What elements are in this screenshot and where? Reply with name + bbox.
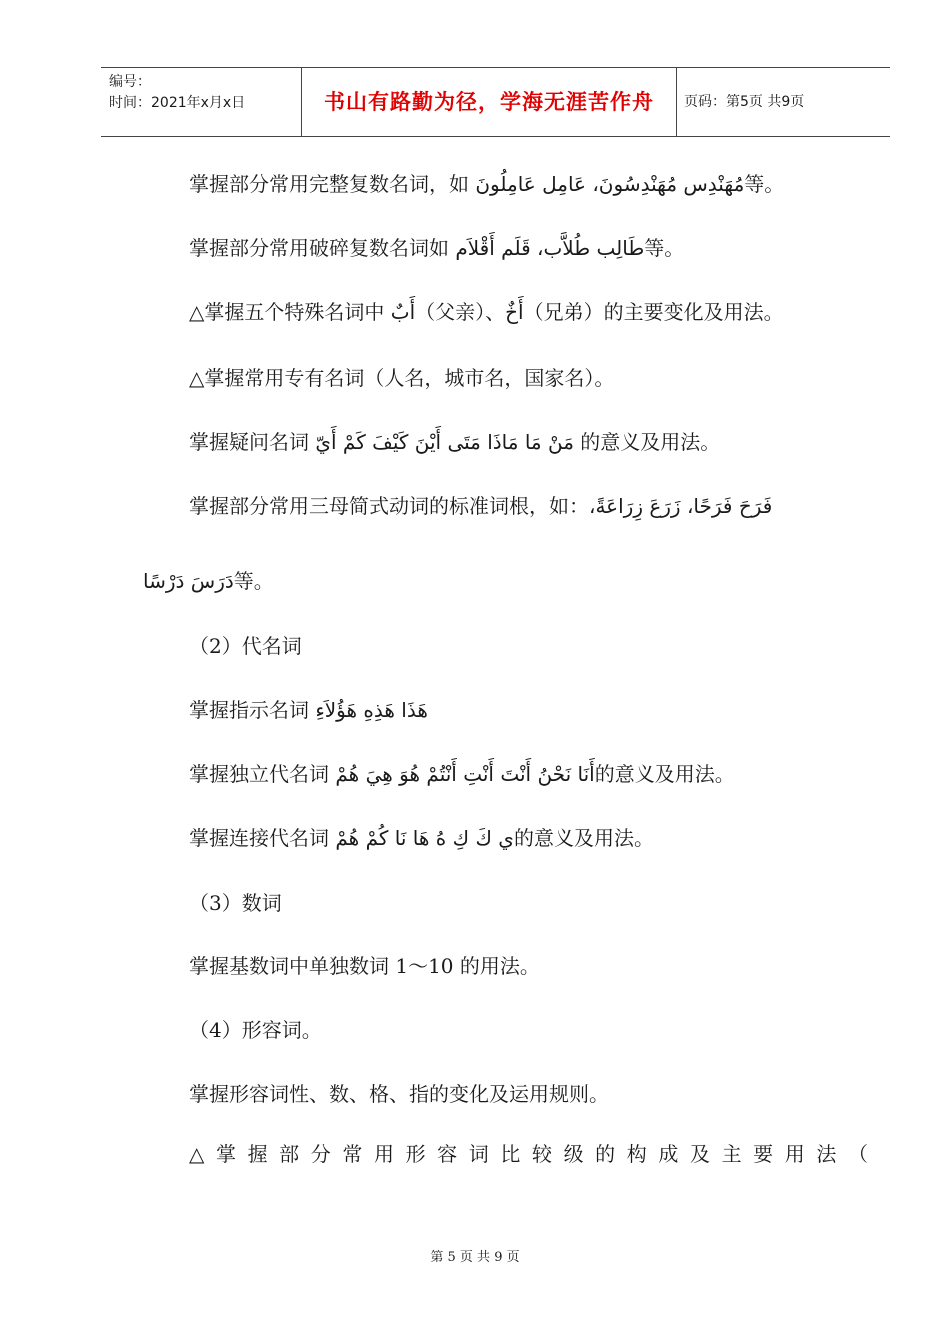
- arabic-text: مَنْ مَا مَاذَا مَتَى أَيْنَ كَيْفَ كَمْ أَيّ: [315, 430, 574, 454]
- arabic-text: فَرَحَ فَرَحًا، زَرَعَ زِرَاعَةً،: [589, 494, 773, 518]
- body-line: [189, 170, 784, 198]
- line-text: 等。: [644, 236, 685, 260]
- page-header: [101, 67, 890, 137]
- arabic-text: طَالِب طُلاَّب، قَلَم أَقْلاَم: [455, 236, 645, 260]
- arabic-text: مُهَنْدِس مُهَنْدِسُونَ، عَامِل عَامِلُونَ: [475, 172, 745, 196]
- body-line: [189, 1080, 609, 1108]
- body-line: [189, 952, 540, 980]
- body-line: [189, 298, 784, 326]
- arabic-text: أَبٌ: [390, 300, 416, 324]
- line-text: 等。: [233, 569, 274, 593]
- line-text: 掌握部分常用三母简式动词的标准词根，如：: [189, 494, 589, 518]
- header-meta: [109, 72, 299, 114]
- line-text: △掌握部分常用形容词比较级的构成及主要用法（: [189, 1142, 880, 1166]
- line-text: 的意义及用法。: [573, 430, 721, 454]
- line-text: 掌握基数词中单独数词 1～10 的用法。: [189, 954, 540, 978]
- number-label: 编号：: [109, 74, 151, 90]
- line-text: （父亲）、: [415, 300, 506, 324]
- line-text: （3）数词: [189, 891, 282, 915]
- header-page-info: 页码：第5页 共9页: [684, 94, 805, 110]
- line-text: 掌握连接代名词: [189, 826, 336, 850]
- line-text: 掌握独立代名词: [189, 762, 336, 786]
- line-text: （4）形容词。: [189, 1018, 322, 1042]
- line-text: 掌握部分常用破碎复数名词如: [189, 236, 456, 260]
- arabic-text: ي كَ كِ هُ هَا نَا كُمْ هُمْ: [335, 826, 514, 850]
- line-text: （2）代名词: [189, 634, 302, 658]
- line-text: 等。: [744, 172, 785, 196]
- section-heading: [189, 889, 282, 917]
- body-line: [189, 1140, 880, 1168]
- line-text: 掌握部分常用完整复数名词，如: [189, 172, 476, 196]
- section-heading: [189, 1016, 322, 1044]
- section-heading: [189, 632, 302, 660]
- line-text: 的意义及用法。: [513, 826, 654, 850]
- arabic-text: هَذَا هَذِهِ هَؤُلاَءِ: [315, 698, 428, 722]
- arabic-text: أَنَا نَحْنُ أَنْتَ أَنْتِ أَنْتُمْ هُوَ هِيَ هُمْ: [335, 762, 595, 786]
- arabic-text: دَرَسَ دَرْسًا: [143, 569, 234, 593]
- body-line: [189, 760, 735, 788]
- body-line: [189, 824, 654, 852]
- line-text: △掌握常用专有名词（人名，城市名，国家名）。: [189, 366, 615, 390]
- date-label: 时间：2021年x月x日: [109, 95, 246, 111]
- page-footer: 第 5 页 共 9 页: [430, 1250, 520, 1265]
- line-text: 的意义及用法。: [594, 762, 735, 786]
- line-text: （兄弟）的主要变化及用法。: [523, 300, 784, 324]
- line-text: 掌握形容词性、数、格、指的变化及运用规则。: [189, 1082, 609, 1106]
- body-line: [189, 696, 428, 724]
- body-line: [189, 492, 772, 520]
- body-line: [143, 567, 274, 595]
- line-text: 掌握疑问名词: [189, 430, 316, 454]
- header-motto: 书山有路勤为径，学海无涯苦作舟: [324, 90, 654, 114]
- body-line: [189, 364, 614, 392]
- body-line: [189, 428, 720, 456]
- line-text: 掌握指示名词: [189, 698, 316, 722]
- arabic-text: أَخٌ: [505, 300, 524, 324]
- body-line: [189, 234, 684, 262]
- header-divider: [676, 68, 677, 136]
- line-text: △掌握五个特殊名词中: [189, 300, 391, 324]
